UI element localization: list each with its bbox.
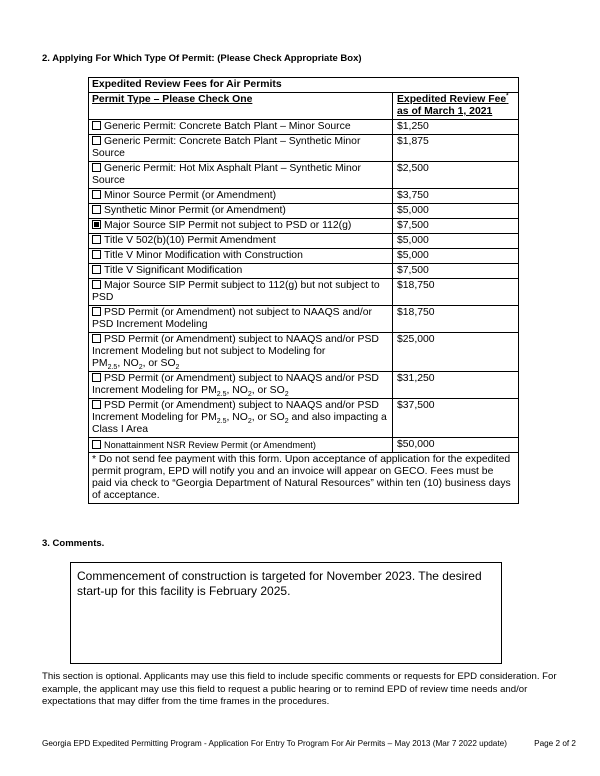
fee-value: $3,750 (393, 189, 519, 204)
table-row: Title V Significant Modification $7,500 (89, 264, 519, 279)
fee-value: $1,875 (393, 135, 519, 162)
table-row: Major Source SIP Permit subject to 112(g) but not subject to PSD $18,750 (89, 279, 519, 306)
table-row: Generic Permit: Concrete Batch Plant – Minor Source $1,250 (89, 120, 519, 135)
comments-field[interactable] (70, 562, 502, 664)
fee-value: $5,000 (393, 204, 519, 219)
page-footer (42, 739, 576, 748)
permit-checkbox[interactable] (92, 400, 101, 409)
fee-value: $31,250 (393, 372, 519, 399)
comments-text: Commencement of construction is targeted for November 2023. The desired start-up for this facility is February 2025. (77, 569, 482, 598)
table-footnote-row (89, 453, 519, 504)
table-row: PSD Permit (or Amendment) not subject to NAAQS and/or PSD Increment Modeling $18,750 (89, 306, 519, 333)
permit-checkbox[interactable] (92, 163, 101, 172)
table-row: Synthetic Minor Permit (or Amendment) $5,000 (89, 204, 519, 219)
table-row: Major Source SIP Permit not subject to PSD or 112(g) $7,500 (89, 219, 519, 234)
permit-checkbox[interactable] (92, 136, 101, 145)
fee-value: $5,000 (393, 249, 519, 264)
table-title: Expedited Review Fees for Air Permits (89, 78, 519, 93)
fee-footnote: * Do not send fee payment with this form. Upon acceptance of application for the expedited permit program, EPD will notify you and an invoice will appear on GECO. Fees must be paid via check to “Georgia Department of Natural Resources” within ten (10) business days of acceptance. (89, 453, 519, 504)
permit-checkbox[interactable] (92, 190, 101, 199)
table-row: Generic Permit: Concrete Batch Plant – Synthetic Minor Source $1,875 (89, 135, 519, 162)
fee-value: $18,750 (393, 279, 519, 306)
table-row: PSD Permit (or Amendment) subject to NAAQS and/or PSD Increment Modeling for $PM_{2.5}$, $NO_2$, or $SO_2$ and also impacting a Class I Area $37,500 (89, 399, 519, 438)
permit-checkbox[interactable] (92, 307, 101, 316)
permit-checkbox[interactable] (92, 205, 101, 214)
table-row: Title V 502(b)(10) Permit Amendment $5,000 (89, 234, 519, 249)
table-row: Nonattainment NSR Review Permit (or Amendment) $50,000 (89, 438, 519, 453)
permit-checkbox[interactable] (92, 440, 101, 449)
permit-checkbox[interactable] (92, 121, 101, 130)
fee-value: $37,500 (393, 399, 519, 438)
fee-table (88, 77, 519, 504)
permit-checkbox[interactable] (92, 280, 101, 289)
fee-value: $50,000 (393, 438, 519, 453)
table-row: Minor Source Permit (or Amendment) $3,750 (89, 189, 519, 204)
fee-value: $5,000 (393, 234, 519, 249)
fee-value: $1,250 (393, 120, 519, 135)
table-row: Generic Permit: Hot Mix Asphalt Plant – Synthetic Minor Source $2,500 (89, 162, 519, 189)
table-row: Title V Minor Modification with Construction $5,000 (89, 249, 519, 264)
permit-checkbox[interactable] (92, 250, 101, 259)
fee-value: $18,750 (393, 306, 519, 333)
fee-value: $2,500 (393, 162, 519, 189)
permit-checkbox[interactable] (92, 373, 101, 382)
permit-checkbox[interactable] (92, 265, 101, 274)
permit-checkbox-checked[interactable] (92, 220, 101, 229)
comments-instructions: This section is optional. Applicants may use this field to include specific comments or requests for EPD consideration. For example, the applicant may use this field to request a public hearing or to remind EPD of review time needs and/or expectations that may differ from the time frames in the procedures. (42, 671, 557, 707)
permit-checkbox[interactable] (92, 235, 101, 244)
table-row: PSD Permit (or Amendment) subject to NAAQS and/or PSD Increment Modeling for $PM_{2.5}$, $NO_2$, or $SO_2$ $31,250 (89, 372, 519, 399)
permit-checkbox[interactable] (92, 334, 101, 343)
column-header-permit-type: Permit Type – Please Check One (89, 93, 393, 120)
fee-value: $7,500 (393, 264, 519, 279)
section-2-heading: 2. Applying For Which Type Of Permit: (Please Check Appropriate Box) (42, 53, 362, 64)
section-3-heading: 3. Comments. (42, 538, 105, 549)
fee-value: $7,500 (393, 219, 519, 234)
footer-title: Georgia EPD Expedited Permitting Program - Application For Entry To Program For Air Permits – May 2013 (Mar 7 2022 update) (42, 739, 507, 748)
column-header-fee: Expedited Review Fee* as of March 1, 2021 (393, 93, 519, 120)
table-row: PSD Permit (or Amendment) subject to NAAQS and/or PSD Increment Modeling but not subject to Modeling for $PM_{2.5}$, $NO_2$, or $SO_2$ $25,000 (89, 333, 519, 372)
fee-value: $25,000 (393, 333, 519, 372)
page-number: Page 2 of 2 (534, 739, 576, 748)
